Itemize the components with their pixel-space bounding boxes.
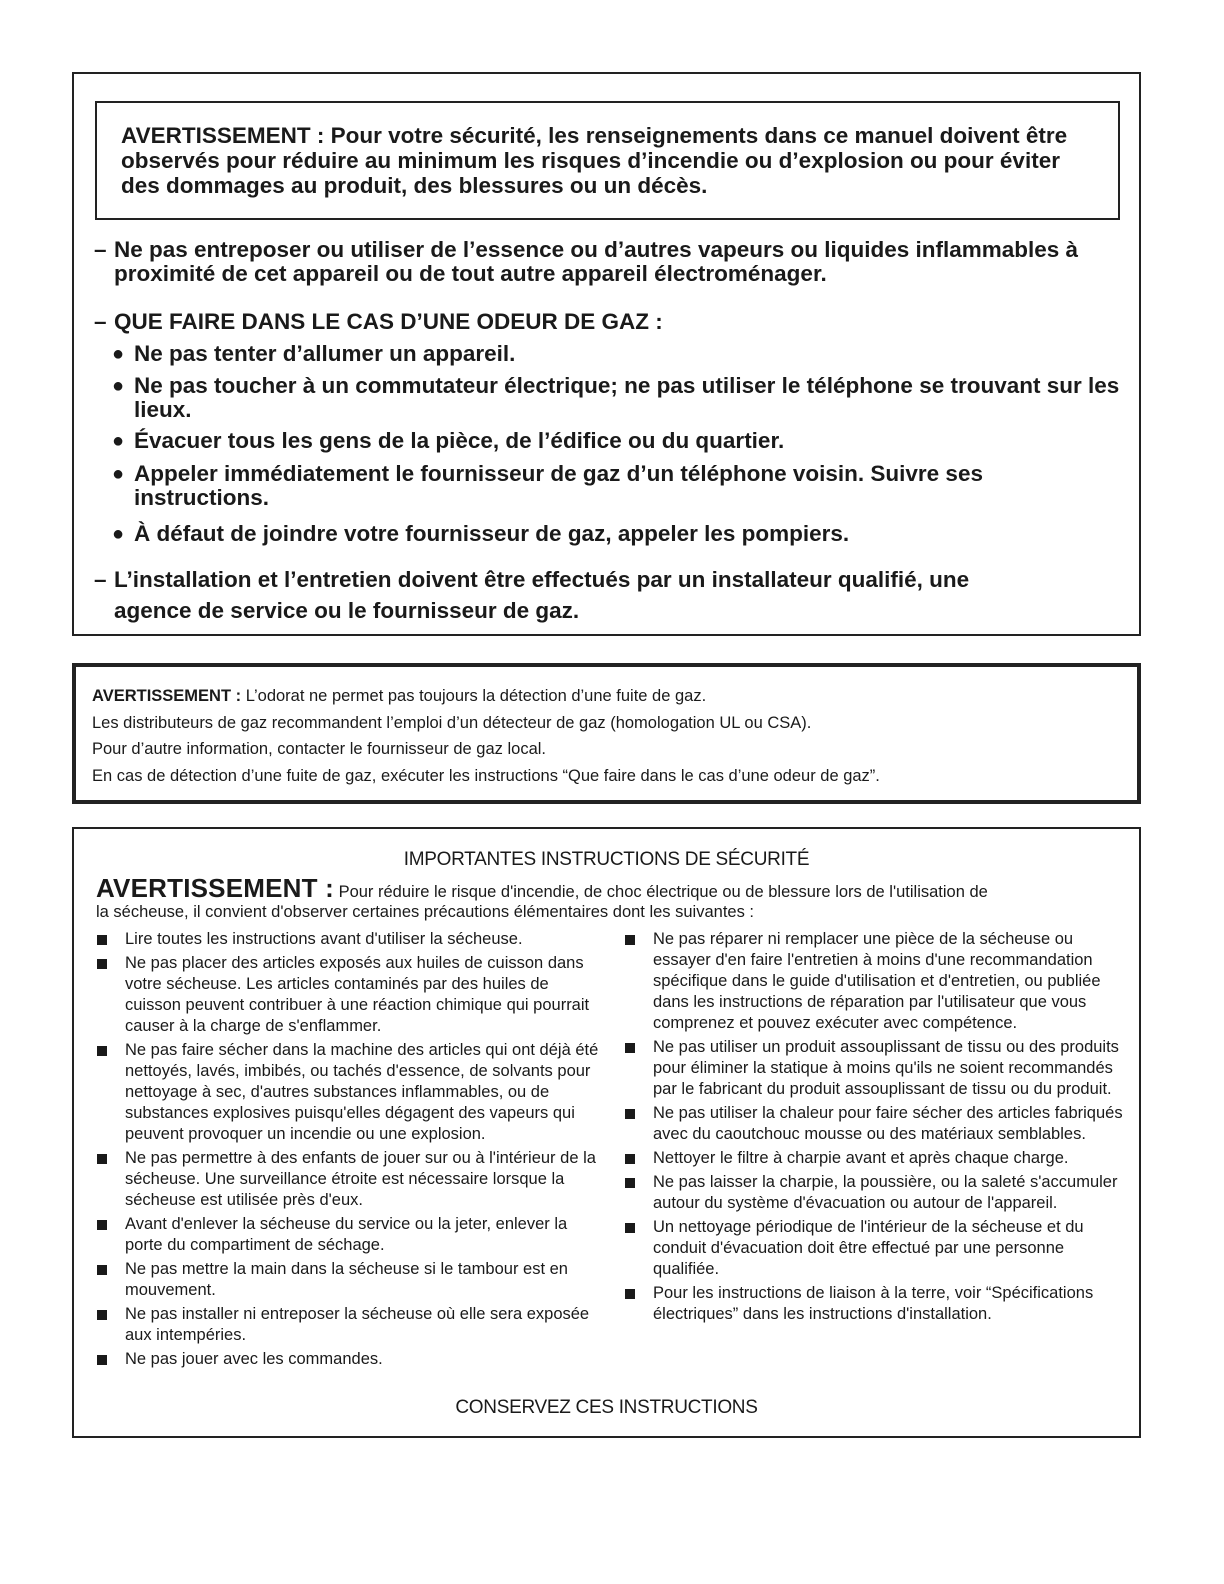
warning-label: AVERTISSEMENT : bbox=[96, 873, 334, 903]
warning-label: AVERTISSEMENT : bbox=[92, 687, 242, 705]
square-bullet-icon bbox=[625, 1154, 635, 1164]
right-column-list bbox=[624, 929, 1134, 1328]
list-item: Avant d'enlever la sécheuse du service ou la jeter, enlever la porte du compartiment de séchage. bbox=[96, 1214, 608, 1256]
square-bullet-icon bbox=[97, 1355, 107, 1365]
list-item: Lire toutes les instructions avant d'utiliser la sécheuse. bbox=[96, 929, 608, 950]
detection-line: Les distributeurs de gaz recommandent l’emploi d’un détecteur de gaz (homologation UL ou CSA). bbox=[92, 713, 812, 732]
no-flammables-text: Ne pas entreposer ou utiliser de l’essence ou d’autres vapeurs ou liquides inflammables à proximité de cet appareil ou de tout autre appareil électroménager. bbox=[114, 237, 1079, 286]
section-title: IMPORTANTES INSTRUCTIONS DE SÉCURITÉ bbox=[403, 849, 810, 870]
gas-bullet-item: ● Ne pas tenter d’allumer un appareil. bbox=[112, 341, 516, 366]
save-instructions-footer: CONSERVEZ CES INSTRUCTIONS bbox=[455, 1397, 758, 1418]
list-item: Ne pas installer ni entreposer la sécheuse où elle sera exposée aux intempéries. bbox=[96, 1304, 608, 1346]
list-item: Pour les instructions de liaison à la terre, voir “Spécifications électriques” dans les instructions d'installation. bbox=[624, 1283, 1134, 1325]
bullet-icon: ● bbox=[112, 430, 125, 452]
gas-detection-box bbox=[72, 663, 1141, 804]
bullet-icon: ● bbox=[112, 343, 125, 365]
detection-line: Pour d’autre information, contacter le fournisseur de gaz local. bbox=[92, 740, 546, 758]
list-item: Ne pas utiliser un produit assouplissant de tissu ou des produits pour éliminer la statique à moins qu'ils ne soient recommandés par le fabricant du produit assouplissant de tissu ou du produit. bbox=[624, 1037, 1134, 1100]
square-bullet-icon bbox=[97, 1265, 107, 1275]
square-bullet-icon bbox=[625, 935, 635, 945]
square-bullet-icon bbox=[97, 1310, 107, 1320]
list-item: Un nettoyage périodique de l'intérieur de la sécheuse et du conduit d'évacuation doit être effectué par une personne qualifiée. bbox=[624, 1217, 1134, 1280]
list-item: Ne pas mettre la main dans la sécheuse si le tambour est en mouvement. bbox=[96, 1259, 608, 1301]
bullet-icon: ● bbox=[112, 375, 125, 397]
bullet-icon: ● bbox=[112, 463, 125, 485]
important-instructions-box bbox=[72, 827, 1141, 1438]
square-bullet-icon bbox=[97, 1046, 107, 1056]
square-bullet-icon bbox=[625, 1223, 635, 1233]
detection-line: En cas de détection d’une fuite de gaz, exécuter les instructions “Que faire dans le cas d’une odeur de gaz”. bbox=[92, 766, 880, 785]
no-flammables-item: – Ne pas entreposer ou utiliser de l’essence ou d’autres vapeurs ou liquides inflammables à proximité de cet appareil ou de tout autre appareil électroménager. bbox=[94, 238, 1094, 286]
square-bullet-icon bbox=[625, 1178, 635, 1188]
installation-text: L’installation et l’entretien doivent être effectués par un installateur qualifié, une agence de service ou le fournisseur de gaz. bbox=[114, 567, 970, 623]
gas-bullet-item: ● Évacuer tous les gens de la pièce, de l’édifice ou du quartier. bbox=[112, 428, 785, 453]
square-bullet-icon bbox=[625, 1043, 635, 1053]
warning-intro-continued: la sécheuse, il convient d'observer certaines précautions élémentaires dont les suivantes : bbox=[96, 903, 755, 921]
warning-intro: AVERTISSEMENT : Pour réduire le risque d'incendie, de choc électrique ou de blessure lors de l'utilisation de bbox=[96, 873, 988, 903]
detection-line: AVERTISSEMENT : L’odorat ne permet pas toujours la détection d’une fuite de gaz. bbox=[92, 687, 707, 705]
list-item: Ne pas permettre à des enfants de jouer sur ou à l'intérieur de la sécheuse. Une surveillance étroite est nécessaire lorsque la sécheuse est utilisée près d'eux. bbox=[96, 1148, 608, 1211]
list-item: Ne pas réparer ni remplacer une pièce de la sécheuse ou essayer d'en faire l'entretien à moins d'une recommandation spécifique dans le guide d'utilisation et d'entretien, ou publiée dans les instructions de réparation par l'utilisateur que vous comprenez et pouvez exécuter avec compétence. bbox=[624, 929, 1134, 1034]
square-bullet-icon bbox=[625, 1109, 635, 1119]
list-item: Ne pas placer des articles exposés aux huiles de cuisson dans votre sécheuse. Les articles contaminés par des huiles de cuisson peuvent contribuer à une réaction chimique qui pourrait causer à la charge de s'enflammer. bbox=[96, 953, 608, 1037]
square-bullet-icon bbox=[97, 935, 107, 945]
list-item: Ne pas utiliser la chaleur pour faire sécher des articles fabriqués avec du caoutchouc mousse ou des matériaux semblables. bbox=[624, 1103, 1134, 1145]
list-item: Nettoyer le filtre à charpie avant et après chaque charge. bbox=[624, 1148, 1134, 1169]
square-bullet-icon bbox=[97, 1154, 107, 1164]
list-item: Ne pas laisser la charpie, la poussière, ou la saleté s'accumuler autour du système d'évacuation ou autour de l'appareil. bbox=[624, 1172, 1134, 1214]
gas-bullet-item: ● Ne pas toucher à un commutateur électrique; ne pas utiliser le téléphone se trouvant sur les lieux. bbox=[112, 373, 1120, 422]
square-bullet-icon bbox=[97, 1220, 107, 1230]
gas-odor-heading: – QUE FAIRE DANS LE CAS D’UNE ODEUR DE GAZ : bbox=[94, 309, 663, 334]
gas-bullet-item: ● Appeler immédiatement le fournisseur de gaz d’un téléphone voisin. Suivre ses instructions. bbox=[112, 461, 983, 510]
safety-warning-box bbox=[95, 101, 1120, 220]
installation-item: – L’installation et l’entretien doivent être effectués par un installateur qualifié, une agence de service ou le fournisseur de gaz. bbox=[94, 564, 1034, 626]
bullet-icon: ● bbox=[112, 523, 125, 545]
safety-warning-text: AVERTISSEMENT : Pour votre sécurité, les renseignements dans ce manuel doivent être observés pour réduire au minimum les risques d’incendie ou d’explosion ou pour éviter des dommages au produit, des blessures ou un décès. bbox=[121, 123, 1068, 198]
gas-safety-box bbox=[72, 72, 1141, 636]
list-item: Ne pas faire sécher dans la machine des articles qui ont déjà été nettoyés, lavés, imbibés, ou tachés d'essence, de solvants pour nettoyage à sec, d'autres substances inflammables, ou de substances explosives puisqu'elles dégagent des vapeurs qui peuvent provoquer un incendie ou une explosion. bbox=[96, 1040, 608, 1145]
list-item: Ne pas jouer avec les commandes. bbox=[96, 1349, 608, 1370]
square-bullet-icon bbox=[625, 1289, 635, 1299]
square-bullet-icon bbox=[97, 959, 107, 969]
left-column-list bbox=[96, 929, 608, 1373]
gas-bullet-item: ● À défaut de joindre votre fournisseur de gaz, appeler les pompiers. bbox=[112, 521, 850, 546]
